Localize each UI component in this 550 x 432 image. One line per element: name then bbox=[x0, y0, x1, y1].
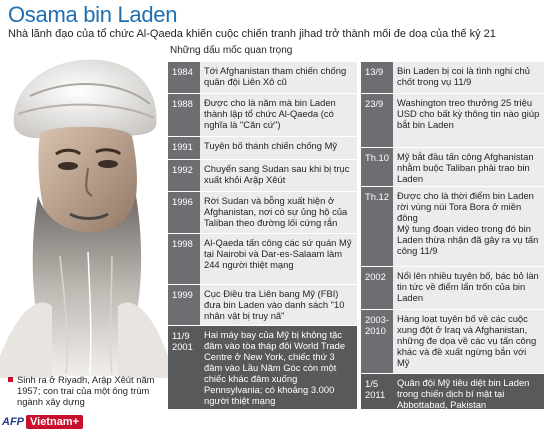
timeline-event bbox=[168, 285, 357, 325]
event-year: 1992 bbox=[168, 160, 200, 191]
event-year: 2003- 2010 bbox=[361, 310, 393, 373]
bio-note bbox=[8, 374, 160, 407]
timeline-right-column bbox=[361, 62, 544, 410]
timeline-event bbox=[168, 94, 357, 136]
milestones-heading: Những dấu mốc quan trọng bbox=[170, 45, 293, 56]
timeline-event bbox=[361, 148, 544, 186]
event-description: Mỹ bắt đầu tấn công Afghanistan nhằm buộc Taliban phải trao bin Laden bbox=[393, 148, 544, 186]
page-title: Osama bin Laden bbox=[8, 2, 178, 27]
timeline-event bbox=[361, 94, 544, 147]
event-year: 2002 bbox=[361, 267, 393, 309]
timeline-event bbox=[168, 192, 357, 233]
bio-text: Sinh ra ở Riyadh, Arập Xêút năm 1957; con trai của một ông trùm ngành xây dựng bbox=[17, 374, 155, 407]
portrait-illustration bbox=[0, 56, 168, 378]
event-year: 1991 bbox=[168, 137, 200, 159]
event-year: 1984 bbox=[168, 62, 200, 93]
event-description: Washington treo thưởng 25 triệu USD cho bất kỳ thông tin nào giúp bắt bin Laden bbox=[393, 94, 544, 147]
event-description: Rời Sudan và bỗng xuất hiện ở Afghanistan, nơi có sự ủng hộ của Taliban theo đường lối cứng rắn bbox=[200, 192, 357, 233]
event-description: Bin Laden bị coi là tình nghi chủ chốt trong vụ 11/9 bbox=[393, 62, 544, 93]
event-year: Th.10 bbox=[361, 148, 393, 186]
event-description: Tuyên bố thánh chiến chống Mỹ bbox=[200, 137, 357, 159]
event-year: 23/9 bbox=[361, 94, 393, 147]
event-description: Quân đội Mỹ tiêu diệt bin Laden trong chiến dịch bí mật tại Abbottabad, Pakistan bbox=[393, 374, 544, 409]
timeline-event bbox=[361, 374, 544, 409]
event-description: Al-Qaeda tấn công các sứ quán Mỹ tại Nairobi và Dar-es-Salaam làm 244 người thiệt mạng bbox=[200, 234, 357, 284]
source-logos bbox=[2, 413, 83, 431]
timeline-event bbox=[361, 187, 544, 266]
event-year: 1988 bbox=[168, 94, 200, 136]
event-year: 1999 bbox=[168, 285, 200, 325]
timeline-event bbox=[361, 267, 544, 309]
timeline-event bbox=[168, 234, 357, 284]
bullet-square-icon bbox=[8, 377, 13, 382]
vietnamplus-logo: Vietnam+ bbox=[26, 415, 83, 429]
event-description: Hàng loạt tuyên bố về các cuộc xung đột ở Iraq và Afghanistan, những đe dọa về các vụ tấn công khác và đề xuất ngừng bắn với Mỹ bbox=[393, 310, 544, 373]
event-description: Nổi lên nhiều tuyên bố, bác bỏ làn tin tức về điểm lẩn trốn của bin Laden bbox=[393, 267, 544, 309]
event-description: Được cho là năm mà bin Laden thành lập tổ chức Al-Qaeda (có nghĩa là "Căn cứ") bbox=[200, 94, 357, 136]
event-year: 11/9 2001 bbox=[168, 326, 200, 409]
afp-logo: AFP bbox=[2, 416, 24, 428]
event-description: Tới Afghanistan tham chiến chống quân đội Liên Xô cũ bbox=[200, 62, 357, 93]
event-description: Cục Điều tra Liên bang Mỹ (FBI) đưa bin Laden vào danh sách "10 nhân vật bị truy nã" bbox=[200, 285, 357, 325]
timeline-event bbox=[361, 62, 544, 93]
event-description: Được cho là thời điểm bin Laden rời vùng núi Tora Bora ở miền đông Mỹ tung đoạn video trong đó bin Laden thừa nhận đã gây ra vụ tấn công 11/9 bbox=[393, 187, 544, 266]
event-year: 13/9 bbox=[361, 62, 393, 93]
page-subtitle: Nhà lãnh đạo của tổ chức Al-Qaeda khiến cuộc chiến tranh jihad trở thành mối đe doạ của thế kỷ 21 bbox=[8, 28, 496, 40]
timeline-event bbox=[168, 160, 357, 191]
event-description: Hai máy bay của Mỹ bị không tặc đâm vào tòa tháp đôi World Trade Centre ở New York, chiếc thứ 3 đâm vào Lầu Năm Góc còn một chiếc khác đâm xuống Pennsylvania; có khoảng 3.000 người thiệt mạng bbox=[200, 326, 357, 409]
timeline-left-column bbox=[168, 62, 357, 410]
timeline-event bbox=[168, 62, 357, 93]
bin-laden-portrait bbox=[0, 56, 168, 378]
timeline-event bbox=[168, 326, 357, 409]
event-description: Chuyển sang Sudan sau khi bị trục xuất khỏi Arập Xêút bbox=[200, 160, 357, 191]
timeline-event bbox=[361, 310, 544, 373]
event-year: 1998 bbox=[168, 234, 200, 284]
event-year: 1/5 2011 bbox=[361, 374, 393, 409]
timeline-event bbox=[168, 137, 357, 159]
event-year: 1996 bbox=[168, 192, 200, 233]
event-year: Th.12 bbox=[361, 187, 393, 266]
